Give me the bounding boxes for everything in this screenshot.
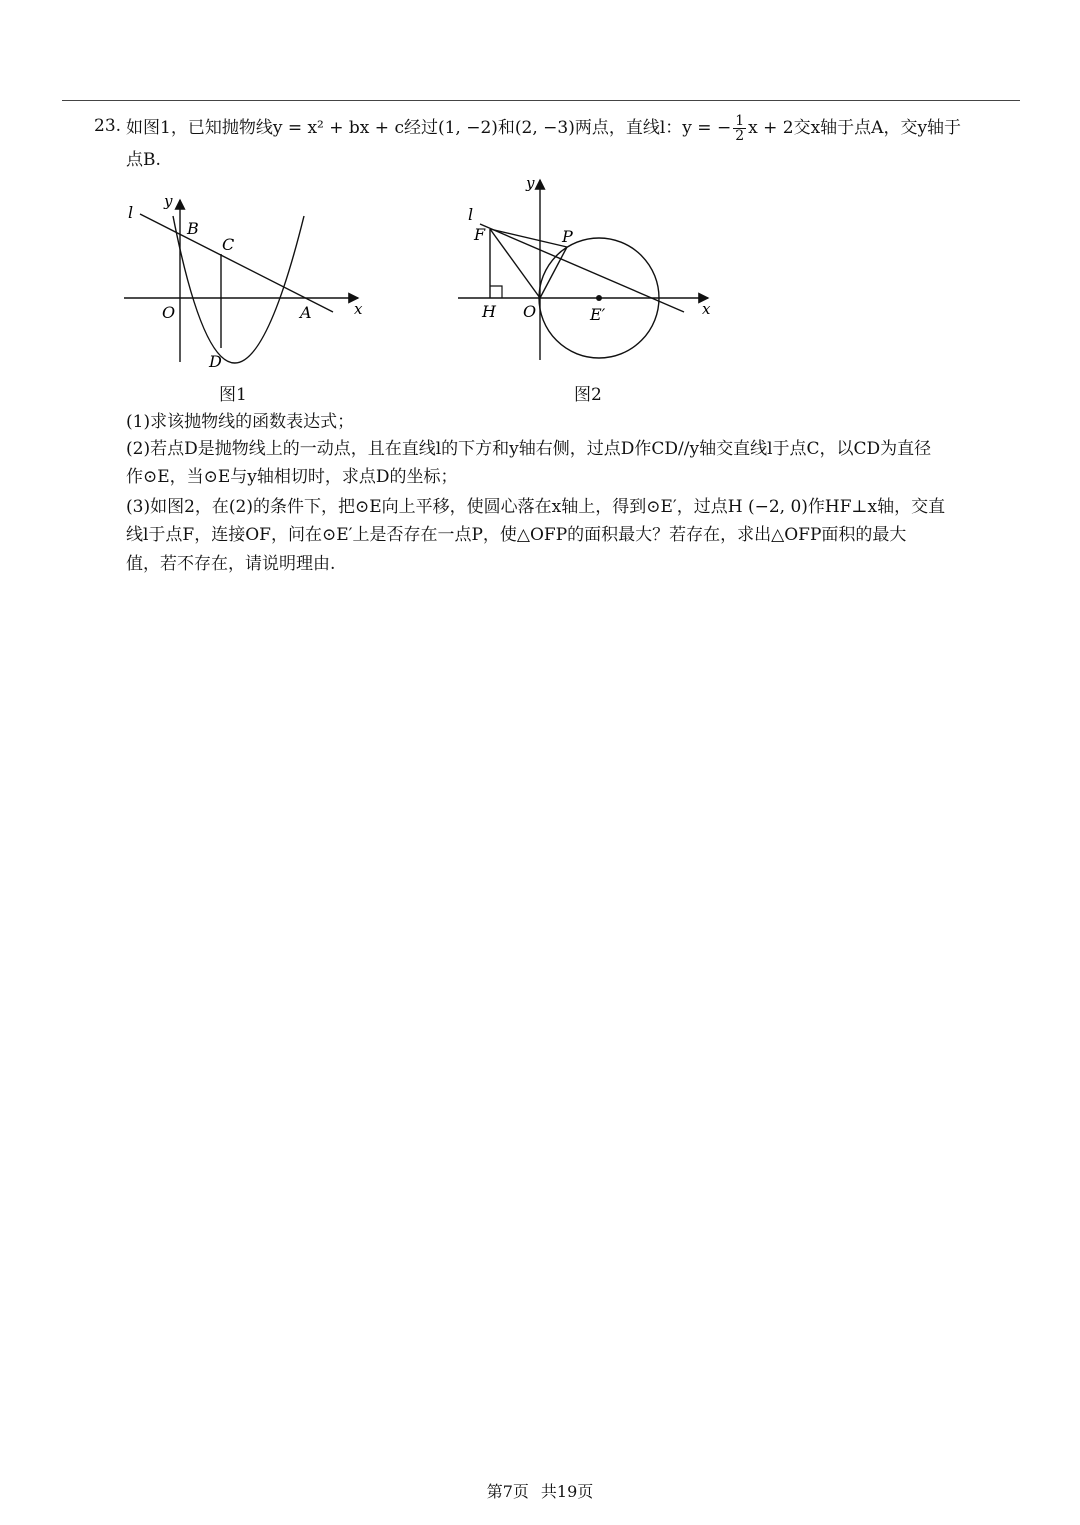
question-stem-line1 (126, 114, 961, 143)
fig2-label-p: P (562, 227, 573, 246)
fig2-center-e-prime (596, 295, 602, 301)
fig2-label-o: O (523, 302, 537, 321)
figure1-diagram (118, 190, 378, 380)
figure1-caption: 图1 (219, 385, 247, 405)
fig1-label-o: O (162, 303, 176, 322)
footer-page-number: 第7页 (486, 1482, 529, 1501)
subquestion-3-line3: 值，若不存在，请说明理由. (126, 554, 336, 574)
fig2-line-l (480, 224, 684, 312)
fig2-label-e-prime: E′ (590, 305, 606, 324)
fig1-label-c: C (222, 235, 235, 254)
fig2-label-x: x (702, 300, 711, 318)
fig1-label-d: D (209, 352, 222, 371)
subquestion-2-line2: 作⊙E，当⊙E与y轴相切时，求点D的坐标； (126, 467, 458, 487)
stem-part2: x + 2交x轴于点A，交y轴于 (748, 118, 962, 138)
fig1-line-l (140, 214, 333, 312)
fig2-label-h: H (482, 302, 496, 321)
fig1-label-a: A (300, 303, 312, 322)
footer-total-pages: 共19页 (540, 1482, 594, 1501)
fig1-label-b: B (187, 219, 199, 238)
subquestion-1: (1)求该抛物线的函数表达式； (126, 412, 355, 432)
fig1-label-x: x (354, 300, 363, 318)
question-number: 23. (94, 116, 122, 136)
figure2-diagram (450, 172, 725, 372)
fig1-label-l: l (128, 203, 134, 222)
fraction-numerator: 1 (735, 113, 745, 129)
figure2-caption: 图2 (574, 385, 602, 405)
subquestion-2-line1: (2)若点D是抛物线上的一动点，且在直线l的下方和y轴右侧，过点D作CD//y轴交直线l于点C，以CD为直径 (126, 439, 932, 459)
header-rule (62, 100, 1020, 101)
page-footer (0, 1479, 1080, 1502)
fig2-label-f: F (474, 225, 486, 244)
stem-part1: 如图1，已知抛物线y = x² + bx + c经过(1, −2)和(2, −3)两点，直线l：y = − (126, 118, 732, 138)
subquestion-3-line2: 线l于点F，连接OF，问在⊙E′上是否存在一点P，使△OFP的面积最大？若存在，求出△OFP面积的最大 (126, 525, 907, 545)
question-stem-line2: 点B. (126, 150, 161, 170)
fig1-parabola (173, 216, 304, 363)
fig2-label-y: y (526, 174, 535, 192)
fraction-denominator: 2 (735, 128, 745, 144)
subquestion-3-line1: (3)如图2，在(2)的条件下，把⊙E向上平移，使圆心落在x轴上，得到⊙E′，过点H (−2, 0)作HF⊥x轴，交直 (126, 497, 946, 517)
fraction-one-half (733, 114, 746, 143)
fig1-label-y: y (164, 192, 173, 210)
fig2-label-l: l (468, 205, 474, 224)
fig2-right-angle-mark (490, 286, 502, 298)
